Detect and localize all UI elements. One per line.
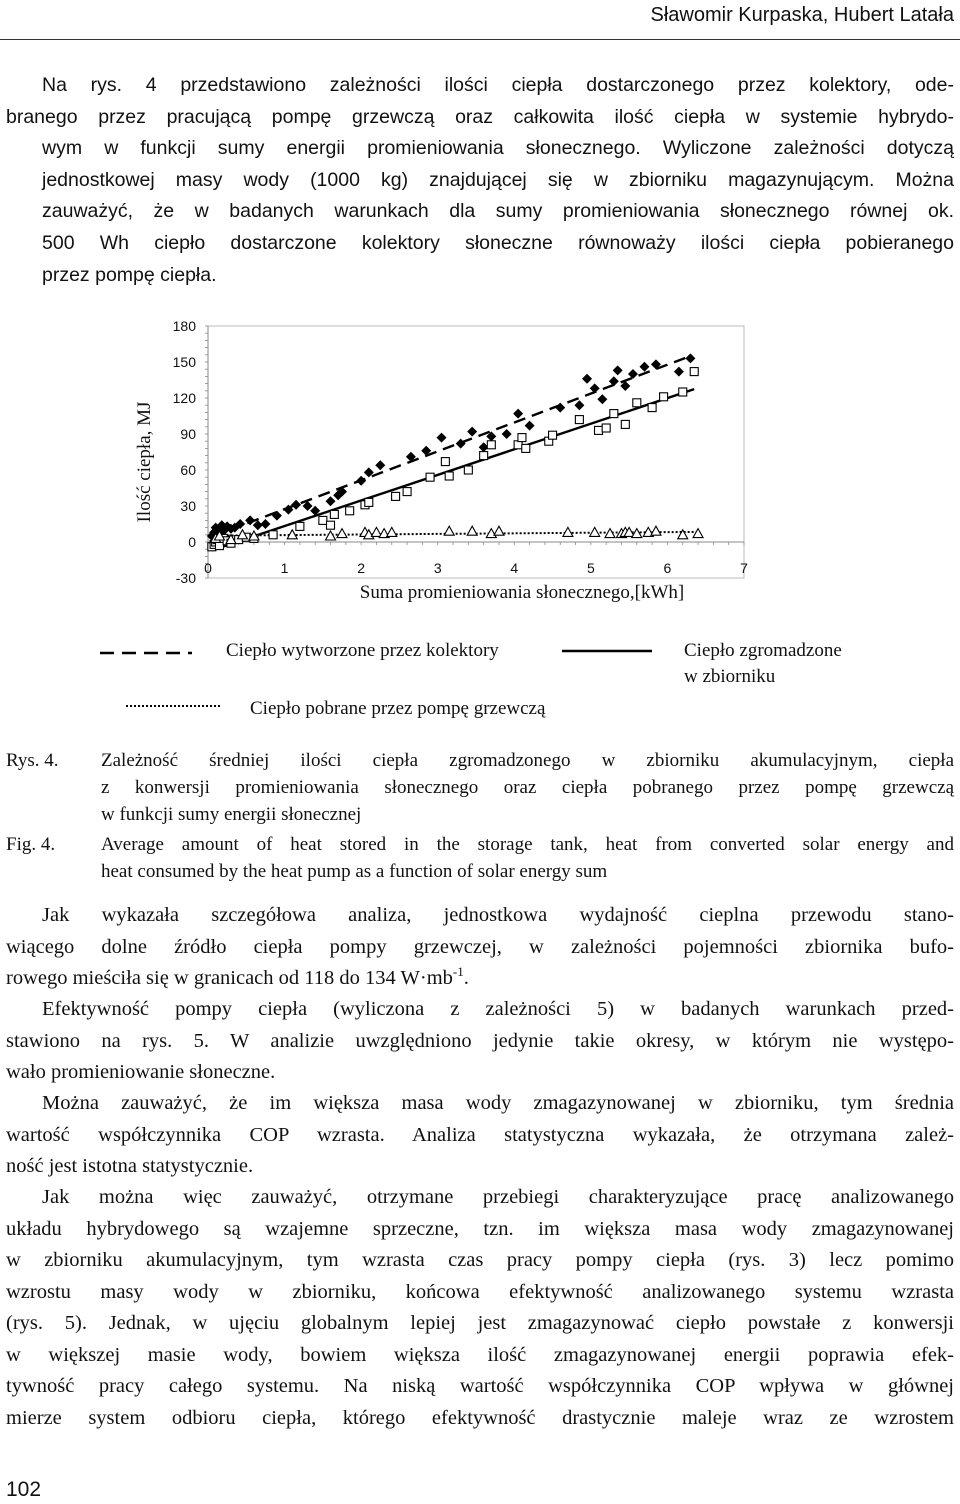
caption-line: z konwersji promieniowania słonecznego oraz ciepła pobranego przez pompę grzewczą [101,777,954,798]
point-tank [575,416,583,424]
y-tick-label: 90 [180,426,196,442]
body-line: ność jest istotna statystycznie. [6,1155,254,1177]
point-collectors [291,500,301,510]
body-line: w zbiorniku akumulacyjnym, tym wzrasta czas pracy pompy ciepła (rys. 3) lecz pomimo [6,1249,954,1271]
plot-frame [208,326,744,578]
point-collectors [467,427,477,437]
body-line: Jak wykazała szczegółowa analiza, jednostkowa wydajność cieplna przewodu stano- [42,904,954,926]
point-tank [319,516,327,524]
x-tick-label: 0 [204,560,212,576]
y-tick-label: -30 [175,570,196,586]
x-tick-label: 4 [510,560,519,576]
header-rule [0,39,960,40]
unit-exponent: -1 [452,964,464,980]
body-line [6,963,954,995]
point-tank [487,441,495,449]
point-collectors [502,429,512,439]
point-tank [522,444,530,452]
heat-scatter-chart [120,310,800,610]
body-line: wartość współczynnika COP wzrasta. Analiza statystyczna wykazała, że otrzymana zależ- [6,1123,954,1146]
point-tank [660,393,668,401]
point-pump [387,527,397,536]
point-collectors [613,365,623,375]
point-tank [330,510,338,518]
legend-collectors-label: Ciepło wytworzone przez kolektory [226,640,499,661]
point-tank [441,458,449,466]
caption-line: Zależność średniej ilości ciepła zgromadzonego w zbiorniku akumulacyjnym, ciepła [101,750,954,771]
point-collectors [525,421,535,431]
x-tick-label: 5 [586,560,595,576]
intro-line: Na rys. 4 przedstawiono zależności ilości ciepła dostarczonego przez kolektory, ode- [42,74,954,96]
point-pump [693,529,703,538]
y-tick-label: 30 [180,498,196,514]
point-tank [464,466,472,474]
point-collectors [597,394,607,404]
point-tank [690,368,698,376]
point-tank [679,388,687,396]
body-line: tywność pracy całego systemu. Na niską wartość współczynnika COP wpływa w głównej [6,1375,954,1397]
paragraph-efficiency [6,994,954,1089]
x-tick-label: 6 [663,560,672,576]
body-line: w większej masie wody, bowiem większa ilość zmagazynowanej energii poprawia efek- [6,1343,954,1366]
data-points [207,353,703,550]
point-collectors [674,367,684,377]
point-pump [326,531,336,540]
body-line: Jak można więc zauważyć, otrzymane przebiegi charakteryzujące pracę analizowanego [42,1186,954,1208]
point-collectors [260,519,270,529]
point-tank [633,399,641,407]
point-collectors [590,383,600,393]
body-line: wzrostu masy wody w zbiorniku, końcowa efektywność analizowanego systemu wzrasta [6,1280,954,1303]
x-tick-label: 7 [740,560,748,576]
paragraph-intro [6,70,954,291]
point-pump [444,526,454,535]
point-tank [269,531,277,539]
point-pump [337,529,347,538]
caption-text-pl [101,747,954,828]
caption-text-en [101,831,954,885]
caption-line: Average amount of heat stored in the storage tank, heat from converted solar energy and [101,834,954,855]
point-pump [494,526,504,535]
body-line: Efektywność pompy ciepła (wyliczona z zależności 5) w badanych warunkach przed- [42,998,954,1020]
point-collectors [639,362,649,372]
point-collectors [375,460,385,470]
page-number: 102 [6,1478,42,1501]
point-collectors [513,409,523,419]
point-tank [392,492,400,500]
point-pump [678,530,688,539]
intro-line: branego przez pracującą pompę grzewczą oraz całkowita ilość ciepła w systemie hybrydo- [6,105,954,128]
point-pump [651,526,661,535]
point-collectors [245,515,255,525]
point-pump [467,526,477,535]
body-line-text: rowego mieściła się w granicach od 118 do 134 W·mb [6,967,453,989]
sentence-end: . [463,967,469,989]
intro-line: przez pompę ciepła. [42,263,217,286]
y-tick-label: 120 [172,390,196,406]
point-collectors [574,400,584,410]
point-tank [445,472,453,480]
body-line: wiącego dolne źródło ciepła pompy grzewczej, w zależności pojemności zbiornika bufo- [6,935,954,958]
point-tank [549,431,557,439]
y-tick-label: 150 [172,354,196,370]
point-tank [602,424,610,432]
x-axis-title: Suma promieniowania słonecznego,[kWh] [359,582,685,603]
x-tick-label: 3 [433,560,442,576]
body-line: układu hybrydowego są wzajemne sprzeczne, tzn. im większa masa wody zmagazynowanej [6,1217,954,1240]
y-tick-label: 180 [172,318,196,334]
caption-line: heat consumed by the heat pump as a function of solar energy sum [101,861,608,882]
caption-label-en: Fig. 4. [6,834,56,855]
point-collectors [356,476,366,486]
point-tank [296,522,304,530]
point-tank [480,452,488,460]
point-collectors [326,496,336,506]
body-line: wało promieniowanie słoneczne. [6,1061,276,1083]
point-tank [346,507,354,515]
point-tank [621,420,629,428]
chart-axes [205,326,744,578]
legend-pump-label: Ciepło pobrane przez pompę grzewczą [250,698,546,719]
body-line: stawiono na rys. 5. W analizie uwzględniono jedynie takie okresy, w którym nie występo- [6,1029,954,1052]
intro-line: jednostkowej masy wody (1000 kg) znajdującej się w zbiorniku magazynującym. Można [42,168,954,191]
chart-legend [0,630,960,730]
point-tank [518,434,526,442]
caption-line: w funkcji sumy energii słonecznej [101,804,362,825]
caption-label-pl: Rys. 4. [6,750,59,771]
running-header: Sławomir Kurpaska, Hubert Latała [650,4,954,26]
body-line: Można zauważyć, że im większa masa wody zmagazynowanej w zbiorniku, tym średnia [42,1092,954,1114]
intro-line: 500 Wh ciepło dostarczone kolektory słoneczne równoważy ilości ciepła pobieranego [42,231,954,254]
point-tank [403,488,411,496]
point-collectors [628,369,638,379]
paragraph-analysis [6,900,954,995]
point-collectors [609,376,619,386]
point-collectors [555,403,565,413]
intro-line: zauważyć, że w badanych warunkach dla sumy promieniowania słonecznego równej ok. [42,200,954,223]
trend-line-square [212,389,694,550]
point-pump [590,527,600,536]
x-tick-label: 2 [357,560,366,576]
point-tank [426,473,434,481]
point-pump [563,527,573,536]
point-collectors [685,353,695,363]
point-tank [610,410,618,418]
point-tank [327,521,335,529]
point-tank [648,404,656,412]
point-tank [365,498,373,506]
y-tick-label: 0 [188,534,196,550]
intro-line: wym w funkcji sumy energii promieniowania słonecznego. Wyliczone zależności dotyczą [42,137,954,160]
x-tick-label: 1 [280,560,289,576]
body-line: mierze system odbioru ciepła, którego efektywność drastycznie maleje wraz ze wzrostem [6,1406,954,1429]
point-collectors [437,433,447,443]
point-collectors [582,374,592,384]
body-line: (rys. 5). Jednak, w ujęciu globalnym lepiej jest zmagazynować ciepło powstałe z konwersji [6,1312,954,1334]
y-tick-label: 60 [180,462,196,478]
y-axis-title: Ilość ciepła, MJ [134,401,155,523]
point-collectors [456,439,466,449]
point-tank [595,426,603,434]
legend-tank-label-2: w zbiorniku [684,666,776,687]
paragraph-cop [6,1088,954,1183]
paragraph-conclusion [6,1182,954,1434]
legend-tank-label-1: Ciepło zgromadzone [684,640,842,661]
